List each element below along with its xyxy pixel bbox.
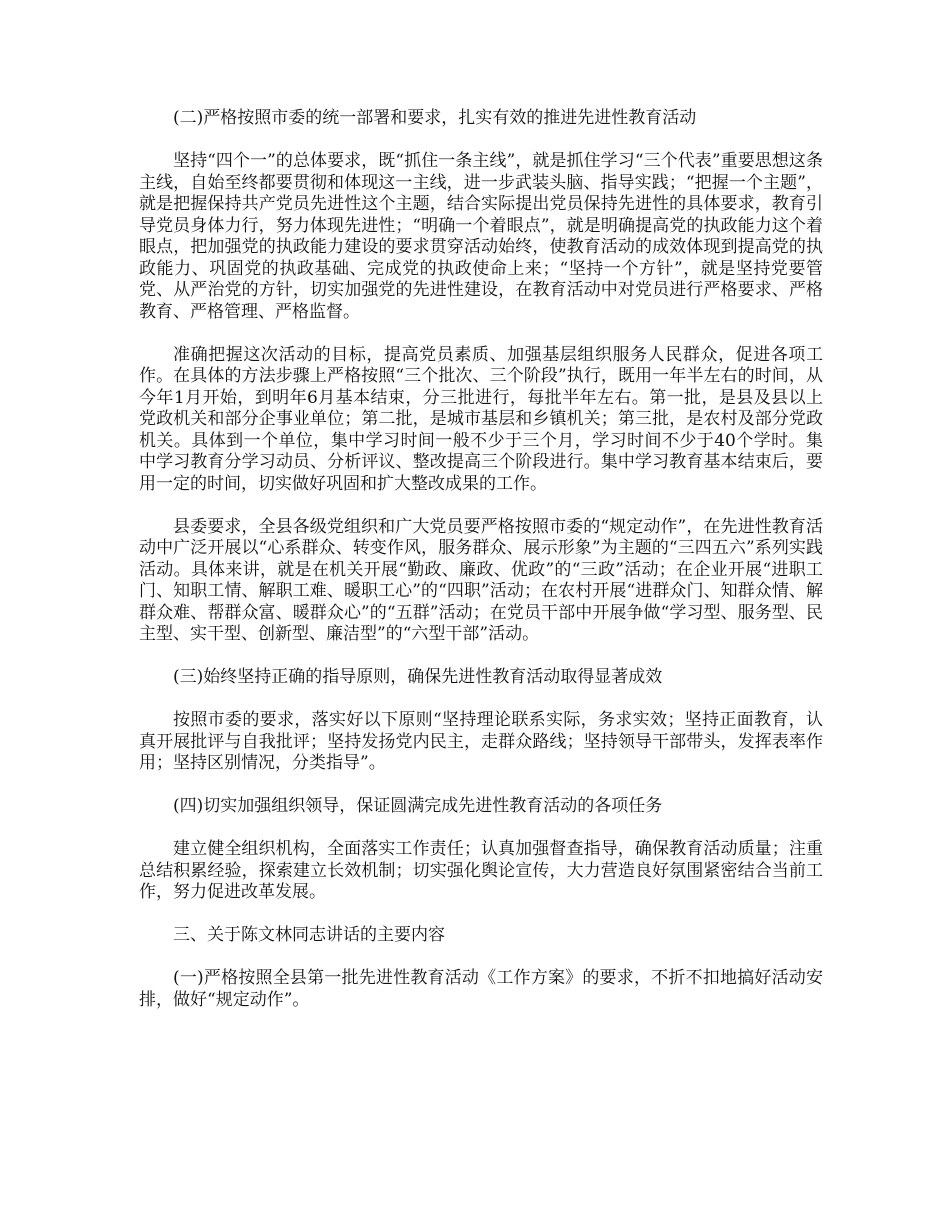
- section-heading: 三、关于陈文林同志讲话的主要内容: [173, 925, 445, 945]
- section-heading: (三)始终坚持正确的指导原则，确保先进性教育活动取得显著成效: [173, 667, 663, 687]
- section-heading: (四)切实加强组织领导，保证圆满完成先进性教育活动的各项任务: [173, 796, 663, 816]
- paragraph: 准确把握这次活动的目标，提高党员素质、加强基层组织服务人民群众，促进各项工作。在具体的方法步骤上严格按照“三个批次、三个阶段”执行，既用一年半左右的时间，从今年1月开始，到明年6月基本结束，分三批进行，每批半年左右。第一批，是县及县以上党政机关和部分企事业单位；第二批，是城市基层和乡镇机关；第三批，是农村及部分党政机关。具体到一个单位，集中学习时间一般不少于三个月，学习时间不少于40个学时。集中学习教育分学习动员、分析评议、整改提高三个阶段进行。集中学习教育基本结束后，要用一定的时间，切实做好巩固和扩大整改成果的工作。: [139, 344, 823, 494]
- section-heading: (二)严格按照市委的统一部署和要求，扎实有效的推进先进性教育活动: [173, 108, 697, 128]
- paragraph: 按照市委的要求，落实好以下原则“坚持理论联系实际，务求实效；坚持正面教育，认真开展批评与自我批评；坚持发扬党内民主，走群众路线；坚持领导干部带头，发挥表率作用；坚持区别情况，分类指导”。: [139, 710, 823, 773]
- document-body: [139, 108, 823, 1033]
- paragraph: 县委要求，全县各级党组织和广大党员要严格按照市委的“规定动作”，在先进性教育活动中广泛开展以“心系群众、转变作风，服务群众、展示形象”为主题的“三四五六”系列实践活动。具体来讲，就是在机关开展“勤政、廉政、优政”的“三政”活动；在企业开展“进职工门、知职工情、解职工难、暖职工心”的“四职”活动；在农村开展“进群众门、知群众情、解群众难、帮群众富、暖群众心”的“五群”活动；在党员干部中开展争做“学习型、服务型、民主型、实干型、创新型、廉洁型”的“六型干部”活动。: [139, 516, 823, 644]
- paragraph: 坚持“四个一”的总体要求，既“抓住一条主线”，就是抓住学习“三个代表”重要思想这条主线，自始至终都要贯彻和体现这一主线，进一步武装头脑、指导实践；“把握一个主题”，就是把握保持共产党员先进性这个主题，结合实际提出党员保持先进性的具体要求，教育引导党员身体力行，努力体现先进性；“明确一个着眼点”，就是明确提高党的执政能力这个着眼点，把加强党的执政能力建设的要求贯穿活动始终，使教育活动的成效体现到提高党的执政能力、巩固党的执政基础、完成党的执政使命上来；“坚持一个方针”，就是坚持党要管党、从严治党的方针，切实加强党的先进性建设，在教育活动中对党员进行严格要求、严格教育、严格管理、严格监督。: [139, 151, 823, 322]
- section-heading: (一)严格按照全县第一批先进性教育活动《工作方案》的要求，不折不扣地搞好活动安排，做好“规定动作”。: [139, 968, 823, 1010]
- paragraph: 建立健全组织机构，全面落实工作责任；认真加强督查指导，确保教育活动质量；注重总结积累经验，探索建立长效机制；切实强化舆论宣传，大力营造良好氛围紧密结合当前工作，努力促进改革发展。: [139, 839, 823, 902]
